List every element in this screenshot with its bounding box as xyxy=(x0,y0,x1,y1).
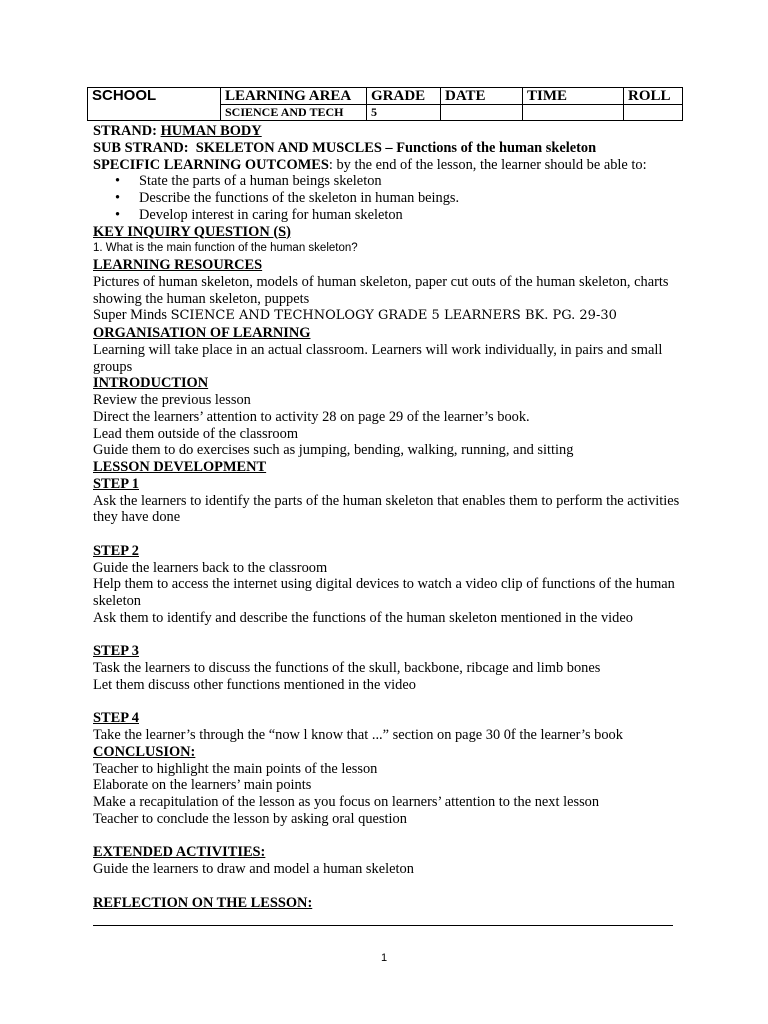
introduction-line: Lead them outside of the classroom xyxy=(93,425,299,442)
step-line: Take the learner’s through the “now l know that ...” section on page 30 0f the learner’s book xyxy=(93,727,623,743)
strand-value: HUMAN BODY xyxy=(160,123,262,139)
date-value-cell xyxy=(441,105,523,121)
page-number: 1 xyxy=(380,952,388,964)
learning-area-value: SCIENCE AND TECH xyxy=(221,105,367,121)
step-title: STEP 1 xyxy=(93,475,139,492)
step-line: Help them to access the internet using digital devices to watch a video clip of functions of the human skeleton xyxy=(93,576,675,609)
step-line: Let them discuss other functions mentioned in the video xyxy=(93,676,416,693)
introduction-heading: INTRODUCTION xyxy=(93,375,209,392)
sub-strand-line: SUB STRAND: SKELETON AND MUSCLES – Functions of the human skeleton xyxy=(93,139,597,156)
step-line: Guide the learners back to the classroom xyxy=(93,559,328,576)
extended-heading: EXTENDED ACTIVITIES: xyxy=(93,844,266,861)
bullet-icon: • xyxy=(115,206,121,223)
book-prefix: Super Minds xyxy=(93,307,171,324)
conclusion-line: Make a recapitulation of the lesson as you focus on learners’ attention to the next lesson xyxy=(93,794,600,810)
book-title: SCIENCE AND TECHNOLOGY GRADE 5 LEARNERS BK. PG. 29-30 xyxy=(170,308,617,324)
introduction-line: Review the previous lesson xyxy=(93,392,251,408)
date-header: DATE xyxy=(441,88,523,105)
introduction-line: Guide them to do exercises such as jumping, bending, walking, running, and sitting xyxy=(93,442,574,459)
list-item: • Describe the functions of the skeleton in human beings. xyxy=(115,190,460,206)
list-item: • State the parts of a human beings skeleton xyxy=(115,173,382,190)
reflection-answer-line xyxy=(93,925,673,926)
time-header: TIME xyxy=(523,88,624,105)
strand-line: STRAND: HUMAN BODY xyxy=(93,123,262,139)
conclusion-heading: CONCLUSION: xyxy=(93,743,196,760)
inquiry-heading: KEY INQUIRY QUESTION (S) xyxy=(93,223,291,240)
step-line: Ask the learners to identify the parts of the human skeleton that enables them to perform the activities they have done xyxy=(93,492,680,526)
conclusion-line: Teacher to conclude the lesson by asking oral question xyxy=(93,810,407,827)
school-cell: SCHOOL xyxy=(88,88,221,121)
conclusion-line: Teacher to highlight the main points of the lesson xyxy=(93,760,378,777)
bullet-icon: • xyxy=(115,190,121,206)
resources-heading: LEARNING RESOURCES xyxy=(93,257,263,273)
learning-area-header: LEARNING AREA xyxy=(221,88,367,105)
lesson-content xyxy=(93,123,683,911)
roll-header: ROLL xyxy=(624,88,683,105)
strand-label: STRAND xyxy=(93,123,153,139)
resources-text: Pictures of human skeleton, models of human skeleton, paper cut outs of the human skeleton, charts showing the human skeleton, puppets xyxy=(93,273,669,307)
roll-value-cell xyxy=(624,105,683,121)
sub-strand-value: SKELETON AND MUSCLES – Functions of the human skeleton xyxy=(195,139,597,156)
bullet-icon: • xyxy=(115,173,121,190)
development-heading: LESSON DEVELOPMENT xyxy=(93,459,267,475)
time-value-cell xyxy=(523,105,624,121)
inquiry-question: 1. What is the main function of the human skeleton? xyxy=(93,242,358,255)
step-line: Ask them to identify and describe the functions of the human skeleton mentioned in the video xyxy=(93,609,633,626)
outcomes-list xyxy=(93,173,683,223)
organisation-text: Learning will take place in an actual classroom. Learners will work individually, in pairs and small groups xyxy=(93,341,663,375)
reflection-heading: REFLECTION ON THE LESSON: xyxy=(93,894,313,911)
list-item: • Develop interest in caring for human skeleton xyxy=(115,206,403,223)
lesson-header-table xyxy=(87,87,683,121)
sub-strand-label: SUB STRAND xyxy=(93,139,184,156)
grade-header: GRADE xyxy=(367,88,441,105)
outcomes-line xyxy=(93,157,683,174)
step-title: STEP 3 xyxy=(93,643,139,660)
step-title: STEP 4 xyxy=(93,710,139,727)
grade-value: 5 xyxy=(367,105,441,121)
organisation-heading: ORGANISATION OF LEARNING xyxy=(93,325,311,341)
introduction-line: Direct the learners’ attention to activity 28 on page 29 of the learner’s book. xyxy=(93,408,530,425)
step-line: Task the learners to discuss the functions of the skull, backbone, ribcage and limb bones xyxy=(93,660,601,676)
outcomes-label: SPECIFIC LEARNING OUTCOMES xyxy=(93,156,329,173)
conclusion-line: Elaborate on the learners’ main points xyxy=(93,777,312,794)
outcomes-intro: : by the end of the lesson, the learner should be able to: xyxy=(328,156,647,173)
step-title: STEP 2 xyxy=(93,542,139,559)
resources-book xyxy=(93,307,683,325)
extended-text: Guide the learners to draw and model a human skeleton xyxy=(93,861,414,877)
